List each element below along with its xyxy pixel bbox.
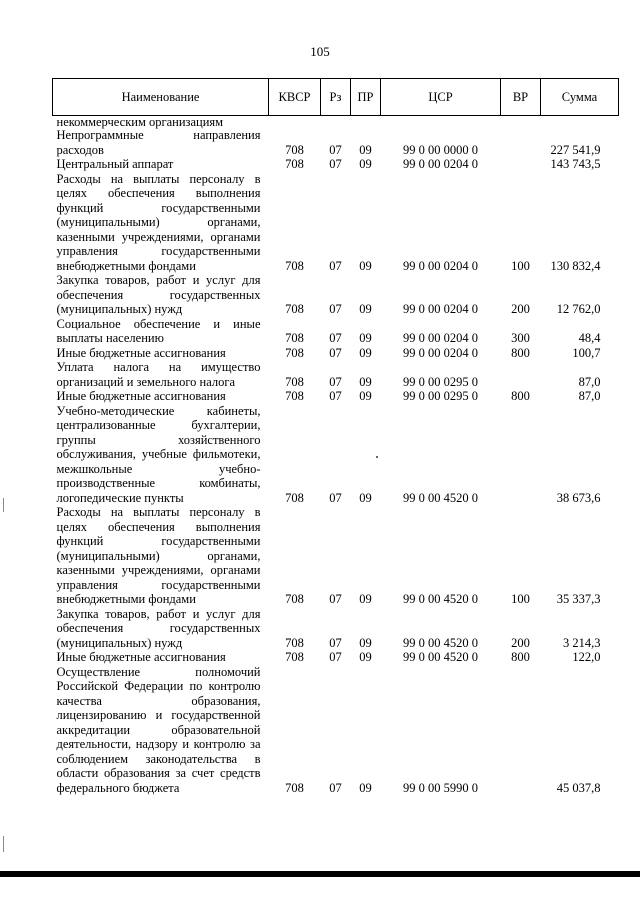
cell-csr: 99 0 00 0000 0 <box>403 142 478 157</box>
cell-sum <box>541 116 619 129</box>
cell-kvsr: 708 <box>285 302 304 316</box>
cell-rz: 07 <box>329 780 342 795</box>
header-pr: ПР <box>351 79 381 116</box>
cell-name: Закупка товаров, работ и услуг для обеспечения государственных (муниципальных) нужд <box>56 273 261 316</box>
cell-kvsr: 708 <box>285 490 304 505</box>
page-number: 105 <box>310 44 330 59</box>
cell-rz: 07 <box>329 650 342 664</box>
cell-rz: 07 <box>329 142 342 157</box>
cell-vr: 300 <box>511 331 530 345</box>
cell-csr: 99 0 00 0204 0 <box>403 345 478 360</box>
cell-vr: 200 <box>511 635 530 650</box>
cell-pr: 09 <box>359 635 372 650</box>
cell-vr: 200 <box>511 302 530 316</box>
cell-kvsr: 708 <box>285 142 304 157</box>
table-row <box>53 650 619 665</box>
cell-sum: 227 541,9 <box>550 142 601 157</box>
cell-kvsr: 708 <box>285 592 304 606</box>
cell-rz: 07 <box>329 302 342 316</box>
table-row <box>53 273 619 317</box>
cell-rz: 07 <box>329 592 342 606</box>
cell-kvsr: 708 <box>285 258 304 273</box>
cell-vr: 800 <box>511 389 530 403</box>
table-row <box>53 505 619 607</box>
cell-rz: 07 <box>329 635 342 650</box>
cell-name: Учебно-методические кабинеты, централизованные бухгалтерии, группы хозяйственного обслуживания, учебные фильмотеки, межшкольные учебно-производственные комбинаты, логопедические пункты <box>56 403 261 505</box>
cell-name: Социальное обеспечение и иные выплаты населению <box>56 316 261 345</box>
cell-vr: 800 <box>511 650 530 664</box>
cell-sum: 48,4 <box>578 331 601 345</box>
table-row <box>53 317 619 346</box>
cell-name: Расходы на выплаты персоналу в целях обеспечения выполнения функций государственными (муниципальными) органами, казенными учреждениями, органами управления государственными внебюджетными фондами <box>56 505 261 606</box>
cell-kvsr: 708 <box>285 331 304 345</box>
cell-vr <box>501 665 541 796</box>
cell-vr: 800 <box>511 345 530 360</box>
cell-rz: 07 <box>329 345 342 360</box>
cell-pr: 09 <box>359 374 372 389</box>
cell-vr <box>501 116 541 129</box>
cell-sum: 38 673,6 <box>556 490 601 505</box>
cell-pr: 09 <box>359 302 372 316</box>
cell-pr: 09 <box>359 592 372 606</box>
table-row <box>53 346 619 361</box>
cell-pr <box>351 116 381 129</box>
scan-edge-bar <box>0 871 640 877</box>
cell-pr: 09 <box>359 389 372 403</box>
scan-mark <box>3 836 4 852</box>
cell-sum: 130 832,4 <box>550 258 601 273</box>
cell-sum: 143 743,5 <box>550 157 601 171</box>
cell-vr <box>501 360 541 389</box>
cell-pr: 09 <box>359 490 372 505</box>
cell-csr: 99 0 00 0204 0 <box>403 302 478 316</box>
cell-rz <box>321 116 351 129</box>
budget-table <box>52 78 619 795</box>
cell-csr: 99 0 00 4520 0 <box>403 635 478 650</box>
table-row <box>53 404 619 506</box>
cell-rz: 07 <box>329 258 342 273</box>
cell-csr: 99 0 00 0204 0 <box>403 331 478 345</box>
cell-pr: 09 <box>359 142 372 157</box>
header-sum: Сумма <box>541 79 619 116</box>
cell-vr <box>501 128 541 157</box>
cell-sum: 45 037,8 <box>556 780 601 795</box>
cell-sum: 3 214,3 <box>563 635 601 650</box>
cell-rz: 07 <box>329 389 342 403</box>
cell-csr: 99 0 00 4520 0 <box>403 592 478 606</box>
header-kvsr: КВСР <box>269 79 321 116</box>
cell-csr: 99 0 00 0204 0 <box>403 258 478 273</box>
table-row <box>53 360 619 389</box>
cell-vr: 100 <box>511 592 530 606</box>
cell-rz: 07 <box>329 374 342 389</box>
cell-vr <box>501 157 541 172</box>
cell-csr: 99 0 00 4520 0 <box>403 490 478 505</box>
cell-name: Расходы на выплаты персоналу в целях обеспечения выполнения функций государственными (муниципальными) органами, казенными учреждениями, органами управления государственными внебюджетными фондами <box>56 171 261 273</box>
table-row <box>53 607 619 651</box>
cell-csr <box>381 116 501 129</box>
scan-speck <box>376 456 378 458</box>
cell-sum: 12 762,0 <box>556 302 601 316</box>
header-vr: ВР <box>501 79 541 116</box>
cell-name: Уплата налога на имущество организаций и земельного налога <box>56 360 261 389</box>
scan-mark <box>3 498 4 512</box>
cell-name: Закупка товаров, работ и услуг для обеспечения государственных (муниципальных) нужд <box>56 606 261 650</box>
table-row <box>53 172 619 274</box>
cell-vr: 100 <box>511 258 530 273</box>
cell-kvsr: 708 <box>285 345 304 360</box>
cell-sum: 35 337,3 <box>556 592 601 606</box>
header-rz: Рз <box>321 79 351 116</box>
cell-sum: 87,0 <box>578 389 601 403</box>
cell-sum: 100,7 <box>572 345 601 360</box>
cell-kvsr: 708 <box>285 650 304 664</box>
cell-name: Иные бюджетные ассигнования <box>56 345 226 360</box>
cell-name: Осуществление полномочий Российской Федерации по контролю качества образования, лицензированию и государственной аккредитации образовательной деятельности, надзору и контролю за соблюдением законодательства в области образования за счет средств федерального бюджета <box>56 664 261 795</box>
cell-rz: 07 <box>329 490 342 505</box>
cell-sum: 122,0 <box>572 650 601 664</box>
cell-pr: 09 <box>359 780 372 795</box>
cell-pr: 09 <box>359 331 372 345</box>
table-row <box>53 116 619 129</box>
cell-rz: 07 <box>329 331 342 345</box>
header-csr: ЦСР <box>381 79 501 116</box>
cell-pr: 09 <box>359 650 372 664</box>
cell-name: Центральный аппарат <box>56 157 174 171</box>
header-name: Наименование <box>53 79 269 116</box>
cell-kvsr <box>269 116 321 129</box>
cell-name: Иные бюджетные ассигнования <box>56 389 226 403</box>
cell-name: Иные бюджетные ассигнования <box>56 650 226 664</box>
cell-pr: 09 <box>359 345 372 360</box>
table-header-row <box>53 79 619 116</box>
cell-rz: 07 <box>329 157 342 171</box>
cell-vr <box>501 404 541 506</box>
cell-kvsr: 708 <box>285 389 304 403</box>
table-row <box>53 389 619 404</box>
cell-sum: 87,0 <box>578 374 601 389</box>
table-row <box>53 128 619 157</box>
cell-name: некоммерческим организациям <box>56 115 224 129</box>
cell-pr: 09 <box>359 157 372 171</box>
cell-kvsr: 708 <box>285 780 304 795</box>
table-row <box>53 665 619 796</box>
cell-kvsr: 708 <box>285 374 304 389</box>
cell-name: Непрограммные направления расходов <box>56 128 261 157</box>
table-row <box>53 157 619 172</box>
cell-csr: 99 0 00 0295 0 <box>403 389 478 403</box>
cell-pr: 09 <box>359 258 372 273</box>
cell-csr: 99 0 00 0295 0 <box>403 374 478 389</box>
cell-csr: 99 0 00 4520 0 <box>403 650 478 664</box>
cell-kvsr: 708 <box>285 157 304 171</box>
cell-csr: 99 0 00 0204 0 <box>403 157 478 171</box>
cell-kvsr: 708 <box>285 635 304 650</box>
cell-csr: 99 0 00 5990 0 <box>403 780 478 795</box>
